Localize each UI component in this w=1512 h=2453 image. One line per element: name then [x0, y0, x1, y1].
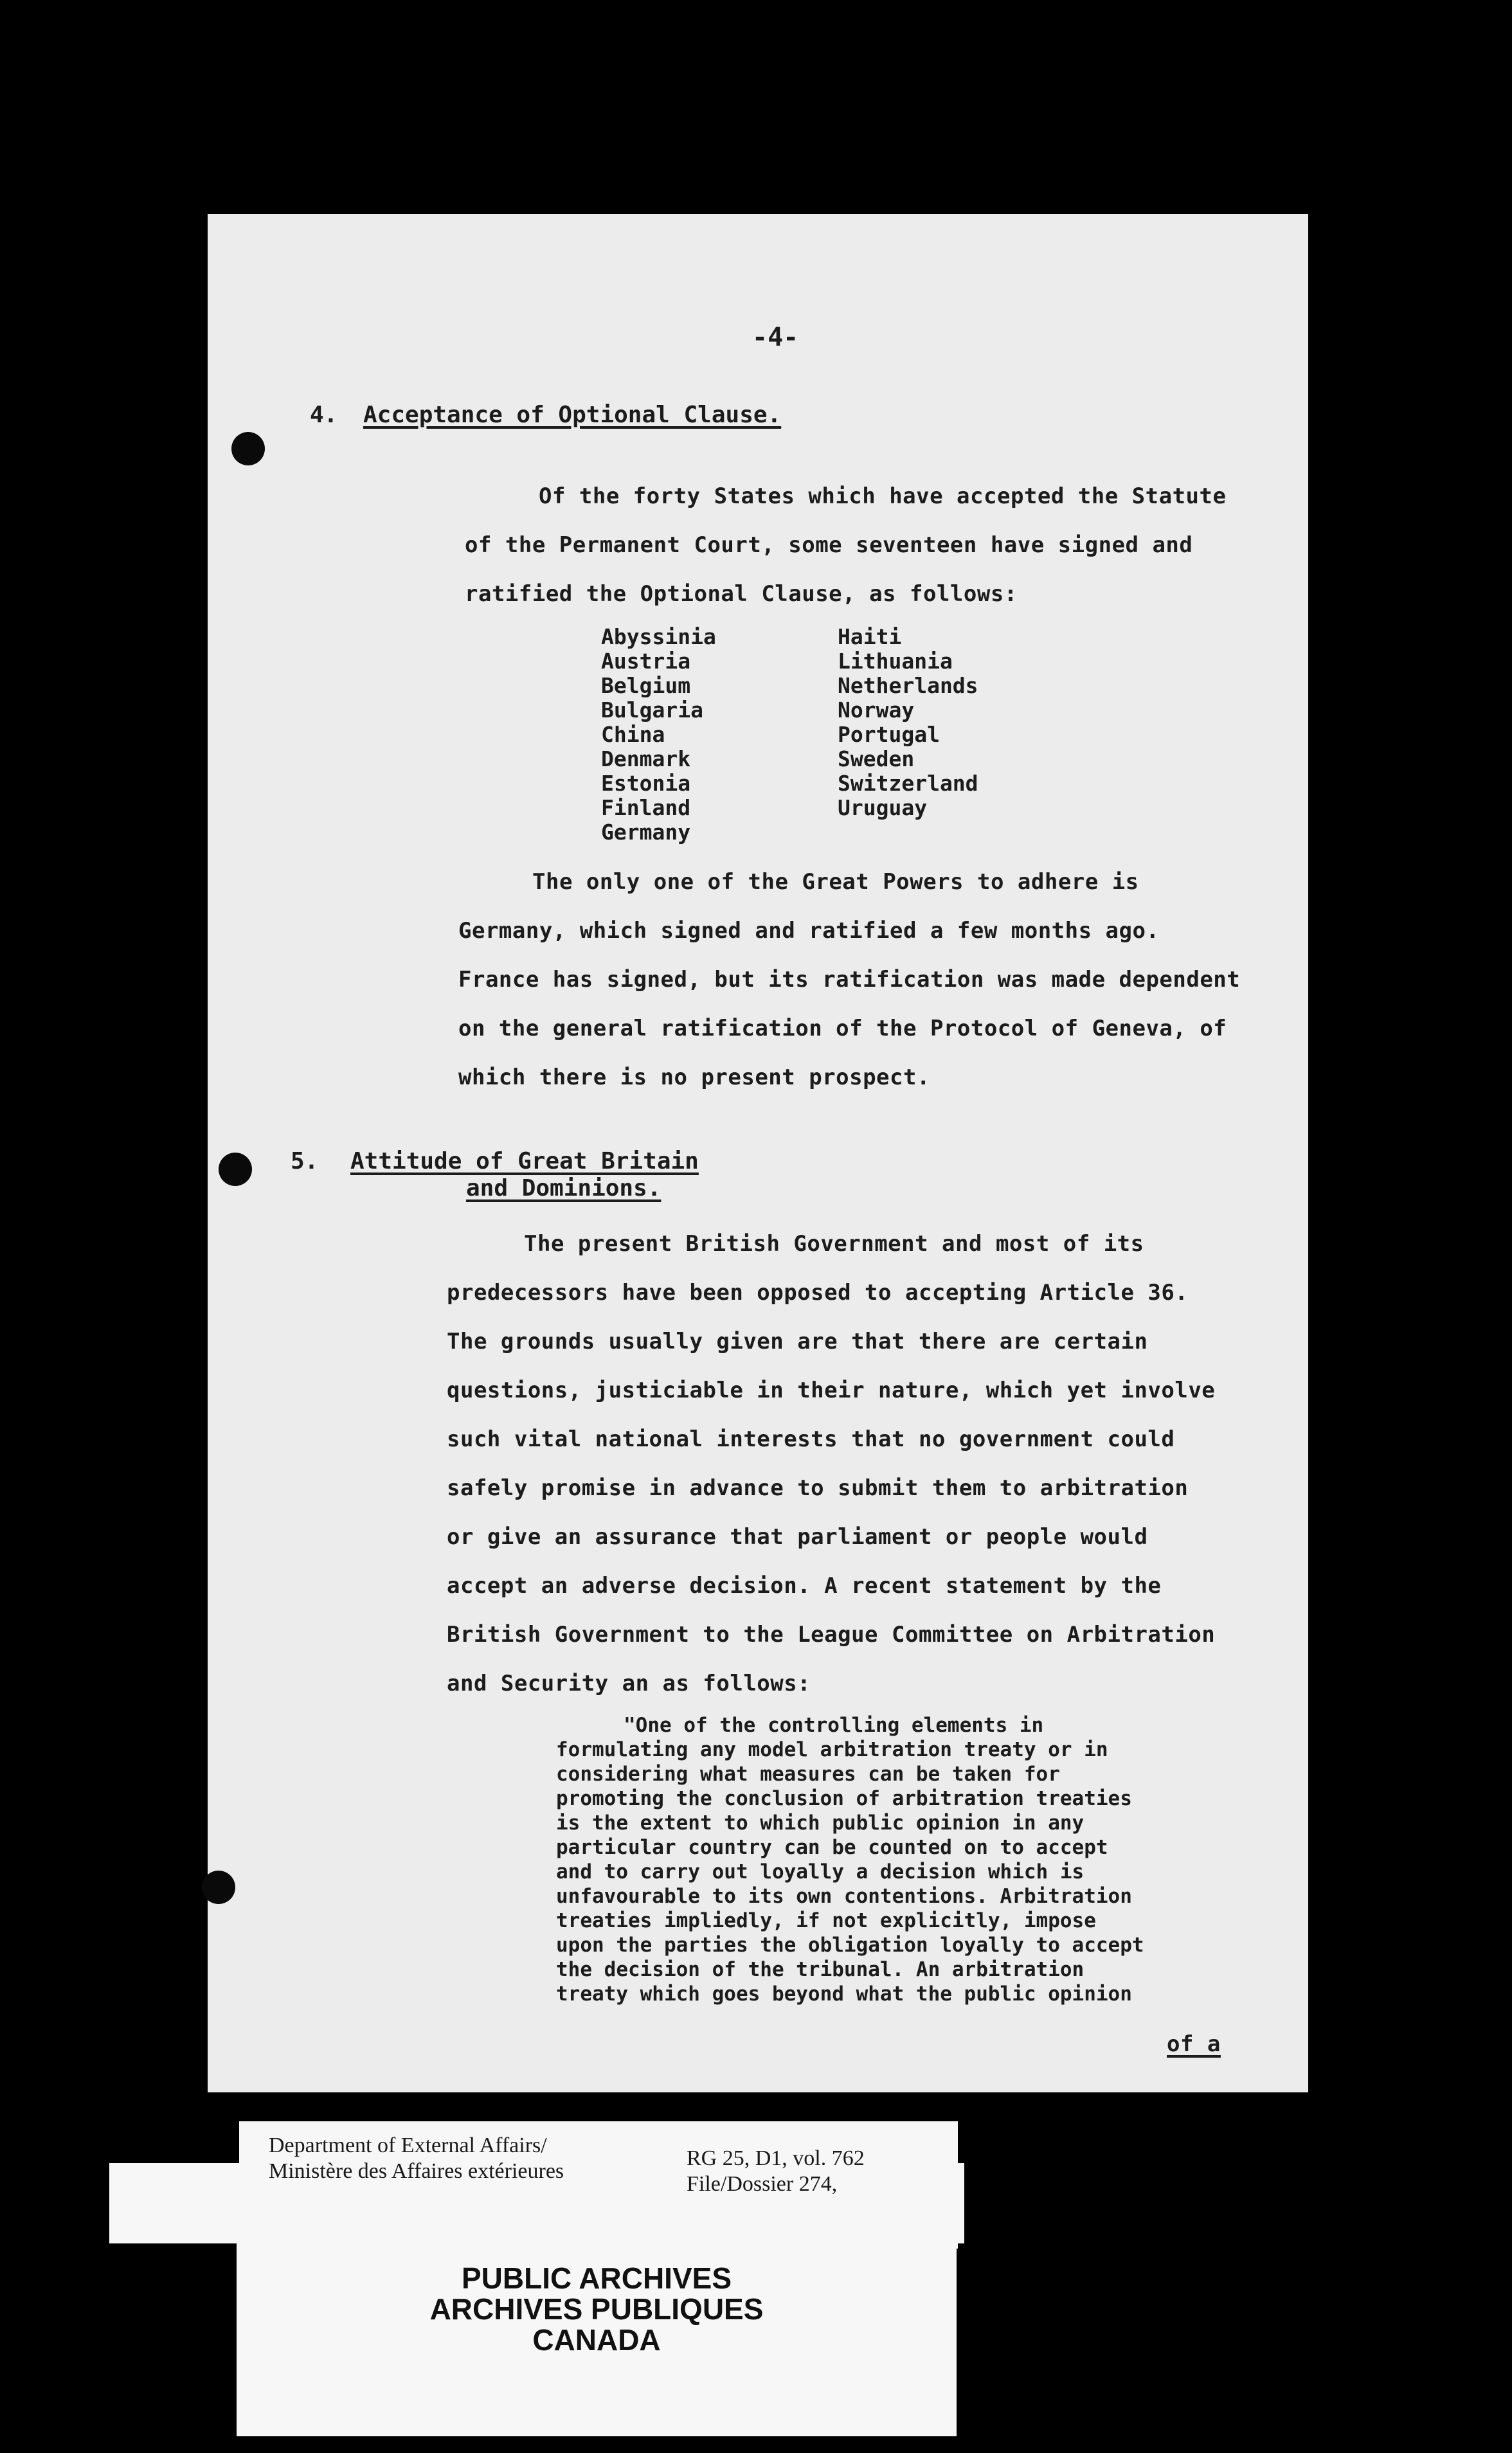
- paragraph-line: The only one of the Great Powers to adhere is: [532, 869, 1139, 895]
- country-item: Norway: [838, 697, 915, 723]
- country-item: Belgium: [601, 673, 691, 698]
- country-item: Finland: [601, 795, 691, 820]
- section-5-heading-line1: Attitude of Great Britain: [350, 1148, 699, 1174]
- paragraph-line: The grounds usually given are that there are certain: [447, 1329, 1148, 1354]
- quote-line: unfavourable to its own contentions. Arbitration: [556, 1885, 1132, 1908]
- paragraph-line: of the Permanent Court, some seventeen have signed and: [465, 532, 1193, 558]
- archive-stamp-line3: CANADA: [532, 2323, 661, 2357]
- paragraph-line: accept an adverse decision. A recent statement by the: [447, 1573, 1162, 1599]
- paragraph-line: such vital national interests that no government could: [447, 1426, 1175, 1452]
- countries-list-left: [601, 625, 716, 845]
- country-item: Austria: [601, 649, 691, 674]
- countries-list-right: [838, 625, 978, 820]
- paragraph-line: which there is no present prospect.: [458, 1065, 930, 1090]
- paragraph-line: on the general ratification of the Protocol of Geneva, of: [458, 1016, 1227, 1041]
- quote-line: is the extent to which public opinion in any: [556, 1811, 1084, 1835]
- reference-line2: File/Dossier 274,: [687, 2172, 838, 2196]
- country-item: Uruguay: [838, 795, 928, 820]
- paragraph-line: France has signed, but its ratification was made dependent: [458, 967, 1241, 993]
- punch-hole-bottom: [202, 1871, 235, 1904]
- country-item: Denmark: [601, 746, 691, 771]
- catchword: of a: [1167, 2031, 1221, 2057]
- country-item: Bulgaria: [601, 697, 703, 723]
- punch-hole-middle: [219, 1153, 252, 1186]
- archive-stamp-line1: PUBLIC ARCHIVES: [462, 2261, 732, 2295]
- section-5-heading-line2: and Dominions.: [466, 1175, 662, 1201]
- archive-stamp-box: [237, 2243, 957, 2436]
- paragraph-line: British Government to the League Committee on Arbitration: [447, 1622, 1216, 1648]
- department-line2: Ministère des Affaires extérieures: [269, 2159, 564, 2183]
- paragraph-line: Of the forty States which have accepted the Statute: [539, 483, 1227, 509]
- country-item: Switzerland: [838, 771, 978, 796]
- quote-line: promoting the conclusion of arbitration treaties: [556, 1787, 1132, 1810]
- country-item: Haiti: [838, 624, 902, 649]
- quote-line: the decision of the tribunal. An arbitration: [556, 1958, 1084, 1981]
- quote-line: upon the parties the obligation loyally to accept: [556, 1934, 1144, 1957]
- archive-stamp-line2: ARCHIVES PUBLIQUES: [429, 2292, 764, 2326]
- country-item: Abyssinia: [601, 624, 716, 649]
- paragraph-line: questions, justiciable in their nature, which yet involve: [447, 1378, 1216, 1403]
- department-line1: Department of External Affairs/: [269, 2134, 547, 2157]
- country-item: Germany: [601, 820, 691, 845]
- quote-line: particular country can be counted on to accept: [556, 1836, 1108, 1859]
- paragraph-line: safely promise in advance to submit them to arbitration: [447, 1475, 1189, 1501]
- punch-hole-top: [231, 432, 265, 465]
- quote-line: and to carry out loyally a decision which is: [556, 1860, 1084, 1883]
- country-item: China: [601, 722, 665, 747]
- quote-line: "One of the controlling elements in: [624, 1714, 1044, 1737]
- country-item: Estonia: [601, 771, 691, 796]
- quote-line: treaties impliedly, if not explicitly, impose: [556, 1909, 1096, 1932]
- country-item: Netherlands: [838, 673, 978, 698]
- paragraph-line: predecessors have been opposed to accepting Article 36.: [447, 1280, 1189, 1306]
- country-item: Sweden: [838, 746, 915, 771]
- page-number: -4-: [752, 323, 799, 352]
- quote-line: treaty which goes beyond what the public opinion: [556, 1982, 1132, 2006]
- block-quote: [556, 1713, 1144, 2006]
- quote-line: considering what measures can be taken for: [556, 1763, 1060, 1786]
- paragraph-line: The present British Government and most of its: [524, 1231, 1144, 1257]
- paragraph-line: ratified the Optional Clause, as follows:: [465, 581, 1018, 607]
- reference-line1: RG 25, D1, vol. 762: [687, 2146, 865, 2170]
- paragraph-line: Germany, which signed and ratified a few months ago.: [458, 918, 1160, 944]
- section-4-number: 4.: [310, 402, 338, 428]
- paragraph-line: and Security an as follows:: [447, 1671, 811, 1696]
- section-4-heading: Acceptance of Optional Clause.: [363, 402, 782, 428]
- paragraph-line: or give an assurance that parliament or people would: [447, 1524, 1148, 1550]
- section-5-number: 5.: [291, 1148, 319, 1174]
- quote-line: formulating any model arbitration treaty or in: [556, 1738, 1108, 1761]
- country-item: Portugal: [838, 722, 940, 747]
- country-item: Lithuania: [838, 649, 953, 674]
